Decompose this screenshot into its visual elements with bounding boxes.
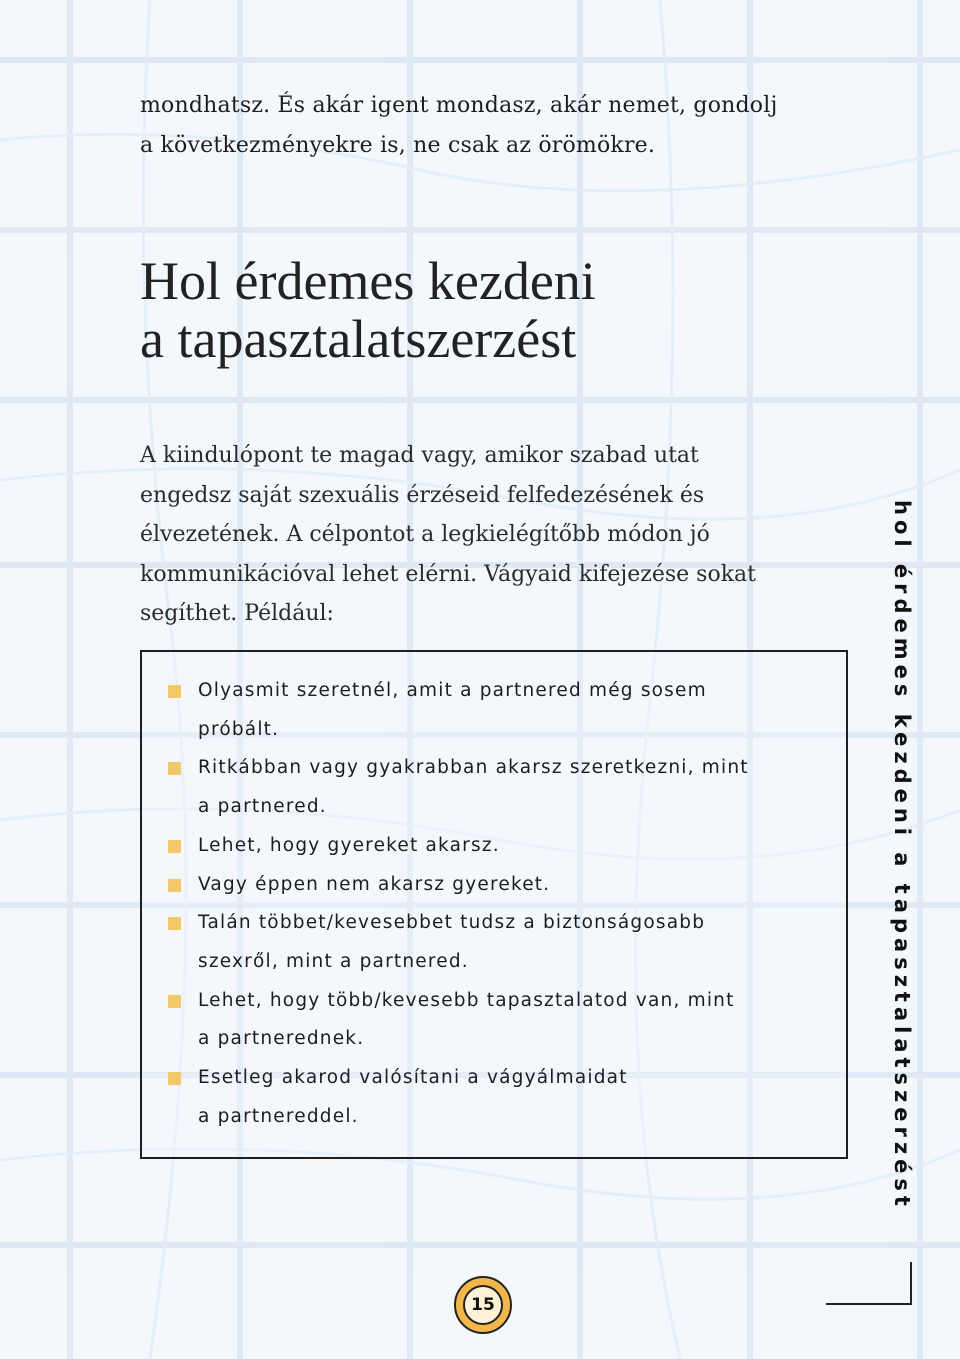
list-item-line: Olyasmit szeretnél, amit a partnered még sosem: [198, 680, 707, 701]
list-item-line: szexről, mint a partnered.: [198, 950, 469, 972]
list-item: [168, 672, 808, 749]
examples-list: [168, 672, 808, 1136]
page-number: 15: [463, 1285, 503, 1325]
list-item-line: Ritkábban vagy gyakrabban akarsz szeretkezni, mint: [198, 757, 749, 779]
heading-line: Hol érdemes kezdeni: [140, 251, 596, 311]
list-item-line: a partnerednek.: [198, 1028, 365, 1050]
heading-line: a tapasztalatszerzést: [140, 309, 577, 369]
body-line: A kiindulópont te magad vagy, amikor szabad utat: [140, 443, 699, 468]
list-item: [168, 866, 808, 905]
square-bullet-icon: [168, 917, 181, 930]
page-number-badge: [454, 1276, 512, 1334]
list-item-line: Vagy éppen nem akarsz gyereket.: [198, 873, 551, 895]
body-line: segíthet. Például:: [140, 601, 334, 626]
body-paragraph: [140, 436, 840, 634]
intro-line: mondhatsz. És akár igent mondasz, akár nemet, gondolj: [140, 93, 778, 118]
square-bullet-icon: [168, 1072, 181, 1085]
square-bullet-icon: [168, 879, 181, 892]
list-item-line: Lehet, hogy gyereket akarsz.: [198, 834, 500, 856]
body-line: engedsz saját szexuális érzéseid felfedezésének és: [140, 482, 705, 508]
body-line: élvezetének. A célpontot a legkielégítőbb módon jó: [140, 522, 710, 547]
corner-rule-vertical: [910, 1262, 912, 1304]
intro-line: a következményekre is, ne csak az örömökre.: [140, 133, 656, 158]
list-item-line: a partnereddel.: [198, 1105, 359, 1127]
square-bullet-icon: [168, 840, 181, 853]
square-bullet-icon: [168, 995, 181, 1008]
list-item-line: Talán többet/kevesebbet tudsz a biztonságosabb: [198, 912, 706, 934]
square-bullet-icon: [168, 762, 181, 775]
list-item-line: Esetleg akarod valósítani a vágyálmaidat: [198, 1067, 628, 1089]
list-item: [168, 904, 808, 981]
square-bullet-icon: [168, 685, 181, 698]
list-item: [168, 982, 808, 1059]
list-item-line: a partnered.: [198, 796, 327, 818]
examples-box: [140, 650, 848, 1159]
vertical-section-label: hol érdemes kezdeni a tapasztalatszerzést: [890, 500, 914, 1211]
body-line: kommunikációval lehet elérni. Vágyaid kifejezése sokat: [140, 561, 756, 587]
corner-rule-horizontal: [826, 1303, 912, 1305]
list-item: [168, 827, 808, 866]
list-item-line: Lehet, hogy több/kevesebb tapasztalatod van, mint: [198, 989, 735, 1011]
intro-paragraph: [140, 86, 840, 166]
section-heading: [140, 252, 840, 368]
list-item-line: próbált.: [198, 718, 280, 740]
list-item: [168, 749, 808, 826]
list-item: [168, 1059, 808, 1136]
